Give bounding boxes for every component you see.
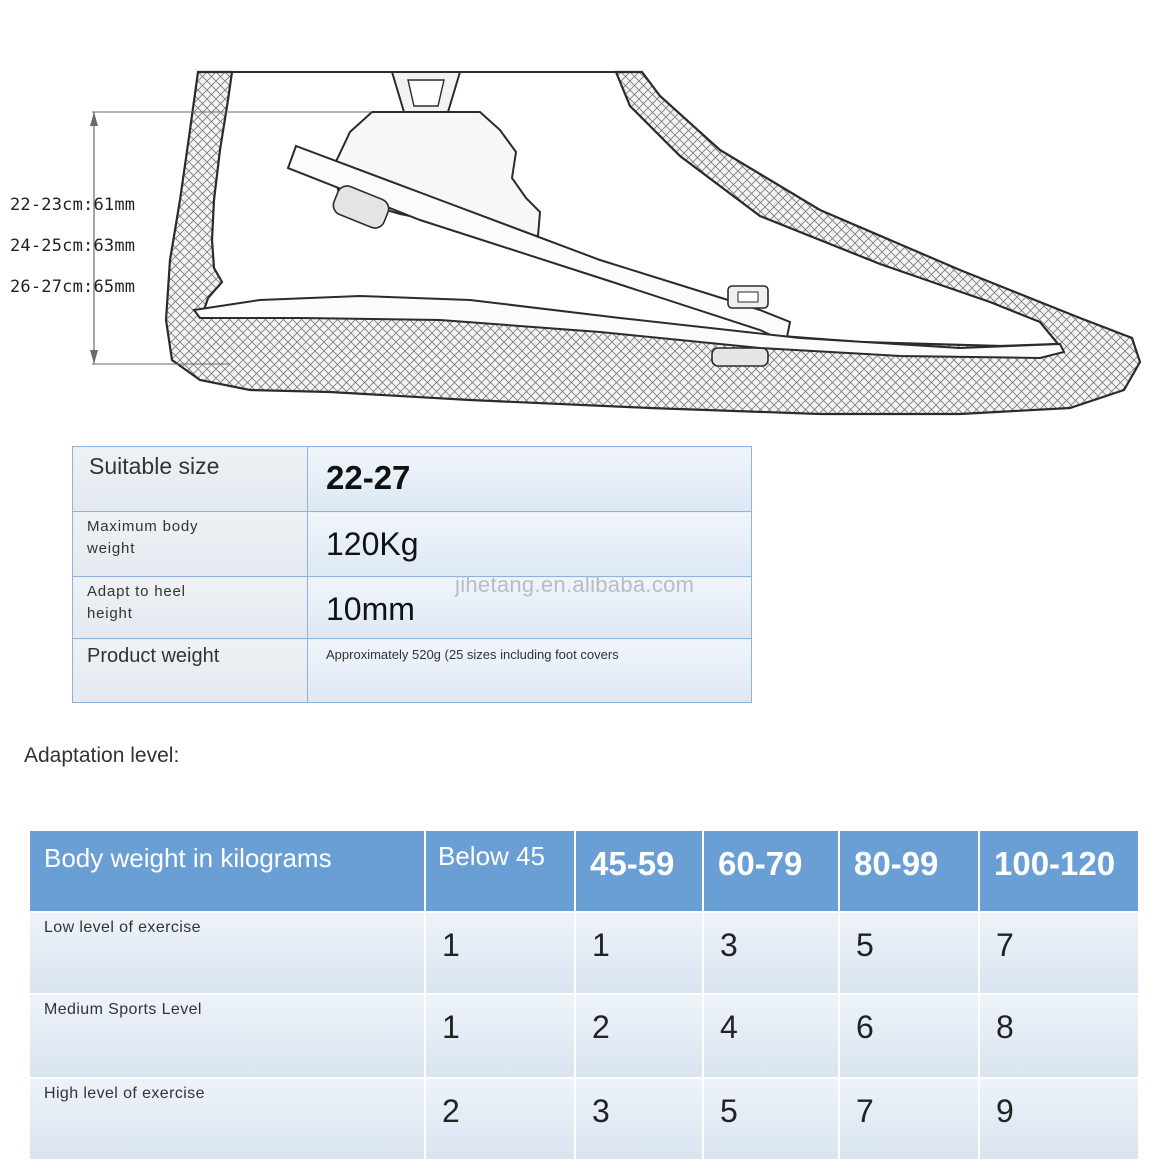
header-below-45: Below 45: [425, 830, 575, 912]
spec-key-heel-height: Adapt to heel height: [87, 583, 186, 622]
cell: 1: [575, 912, 703, 994]
header-100-120: 100-120: [979, 830, 1139, 912]
cell: 1: [425, 994, 575, 1078]
cell: 5: [703, 1078, 839, 1160]
spec-value-product-weight: Approximately 520g (25 sizes including foot covers: [326, 647, 619, 662]
header-60-79: 60-79: [703, 830, 839, 912]
cell: 1: [425, 912, 575, 994]
table-row: [29, 994, 1139, 1078]
cell: 3: [575, 1078, 703, 1160]
spec-key-product-weight: Product weight: [87, 645, 220, 667]
spec-value-heel-height: 10mm: [326, 591, 415, 627]
spec-row: [73, 639, 752, 703]
foot-shell: [166, 72, 1140, 414]
row-label-medium: Medium Sports Level: [29, 994, 425, 1078]
header-45-59: 45-59: [575, 830, 703, 912]
spec-row: [73, 512, 752, 577]
adaptation-title: Adaptation level:: [24, 744, 180, 767]
spec-row: [73, 447, 752, 512]
header-80-99: 80-99: [839, 830, 979, 912]
spec-key-size: Suitable size: [89, 453, 220, 479]
cell: 2: [575, 994, 703, 1078]
cell: 7: [839, 1078, 979, 1160]
row-label-low: Low level of exercise: [29, 912, 425, 994]
dimension-label-22-23: 22-23cm:61mm: [10, 195, 136, 215]
cell: 6: [839, 994, 979, 1078]
cell: 5: [839, 912, 979, 994]
bolt-lower: [712, 348, 768, 366]
table-row: [29, 1078, 1139, 1160]
header-body-weight: Body weight in kilograms: [29, 830, 425, 912]
dimension-label-26-27: 26-27cm:65mm: [10, 277, 136, 297]
adaptation-header-row: [29, 830, 1139, 912]
adaptation-table: [28, 829, 1140, 1161]
cell: 8: [979, 994, 1139, 1078]
cell: 2: [425, 1078, 575, 1160]
spec-key-max-weight: Maximum body weight: [87, 518, 199, 557]
row-label-high: High level of exercise: [29, 1078, 425, 1160]
cell: 4: [703, 994, 839, 1078]
cell: 9: [979, 1078, 1139, 1160]
cell: 3: [703, 912, 839, 994]
spec-value-size: 22-27: [326, 459, 411, 496]
dimension-label-24-25: 24-25cm:63mm: [10, 236, 136, 256]
spec-value-max-weight: 120Kg: [326, 526, 419, 562]
cell: 7: [979, 912, 1139, 994]
table-row: [29, 912, 1139, 994]
watermark: jihetang.en.alibaba.com: [455, 572, 695, 597]
prosthetic-foot-diagram: [0, 0, 1170, 430]
